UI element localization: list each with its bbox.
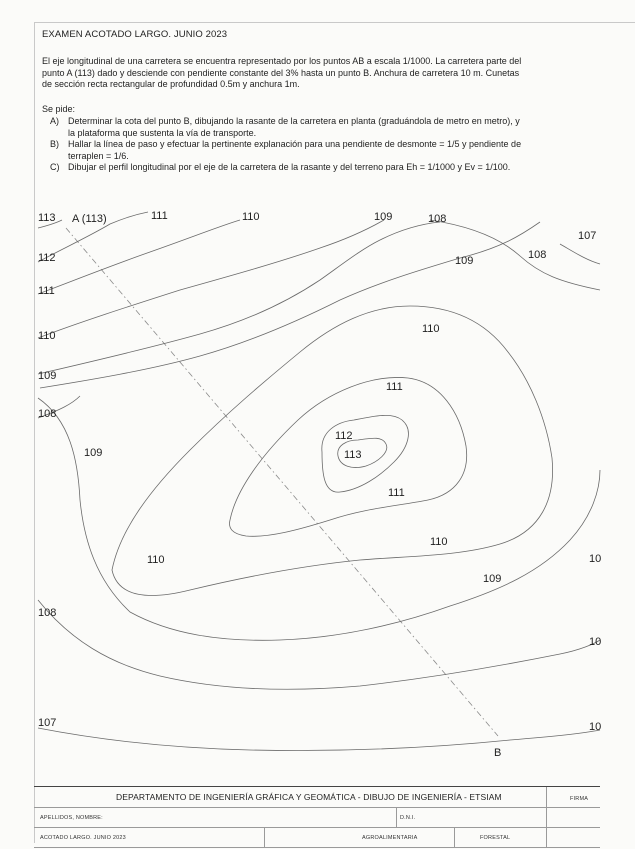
contour-label: 109 [455, 255, 474, 267]
divider [454, 827, 455, 847]
contour-label: 113 [38, 212, 56, 224]
road-axis-line [66, 228, 498, 736]
contour-label: 111 [151, 210, 168, 222]
contour-label: 109 [38, 370, 57, 382]
title-block-row [34, 827, 600, 848]
contour-109 [38, 398, 600, 640]
agro-option[interactable]: AGROALIMENTARIA [362, 835, 418, 841]
point-b-label: B [494, 747, 502, 759]
divider [396, 807, 397, 827]
statement-line: de sección recta rectangular de profundidad 0.5m y anchura 1m. [42, 79, 300, 89]
contour-label: 109 [483, 573, 502, 585]
task-key: B) [50, 139, 59, 149]
task-key: C) [50, 162, 60, 172]
contour-107-bottom [38, 728, 600, 751]
contour-label: 10 [589, 721, 602, 733]
contour-108-outer [38, 600, 600, 689]
point-a-label: A (113) [72, 213, 107, 225]
forestal-option[interactable]: FORESTAL [480, 835, 511, 841]
contour-map [0, 185, 600, 785]
contour-label: 113 [344, 449, 362, 461]
contour-label: 110 [38, 330, 56, 342]
title-block-row [34, 807, 600, 828]
statement-line: punto A (113) dado y desciende con pendiente constante del 3% hasta un punto B. Anchura de carretera 10 m. Cunetas [42, 67, 520, 78]
problem-statement [42, 56, 602, 91]
contour-label: 112 [38, 252, 56, 264]
contour-label: 109 [374, 211, 393, 223]
task-line: Dibujar el perfil longitudinal por el eje de la carretera de la rasante y del terreno para Eh = 1/1000 y Ev = 1/100. [68, 162, 511, 172]
contour-112 [322, 415, 409, 492]
contour-label: 110 [242, 211, 260, 223]
divider [264, 827, 265, 847]
divider [546, 787, 547, 807]
task-list [42, 116, 602, 174]
exam-title: EXAMEN ACOTADO LARGO. JUNIO 2023 [42, 29, 228, 40]
contour-label: 109 [84, 447, 103, 459]
contour-107-right [560, 244, 600, 264]
contour-label: 10 [589, 636, 602, 648]
task-key: A) [50, 116, 59, 126]
contour-110-edge [38, 220, 384, 338]
contour-109-upper [40, 222, 540, 388]
exam-name-label: ACOTADO LARGO. JUNIO 2023 [40, 835, 126, 841]
department-name: DEPARTAMENTO DE INGENIERÍA GRÁFICA Y GEOMÁTICA - DIBUJO DE INGENIERÍA - ETSIAM [116, 792, 502, 802]
contour-label: 110 [422, 323, 440, 335]
divider [546, 827, 547, 847]
contour-label: 108 [428, 213, 447, 225]
divider [546, 807, 547, 827]
signature-label: FIRMA [570, 796, 589, 802]
contour-label: 112 [335, 430, 353, 442]
contour-label: 110 [430, 536, 448, 548]
contour-label: 108 [38, 408, 57, 420]
task-b [42, 139, 602, 162]
task-line: Hallar la línea de paso y efectuar la pertinente explanación para una pendiente de desmonte = 1/5 y pendiente de [68, 139, 522, 149]
ask-label: Se pide: [42, 104, 76, 114]
contour-109-edge [38, 222, 440, 374]
id-label: D.N.I. [400, 815, 416, 821]
contour-110 [112, 306, 553, 595]
statement-line: El eje longitudinal de una carretera se encuentra representado por los puntos AB a escala 1/1000. La carretera parte del [42, 56, 522, 66]
task-a [42, 116, 602, 139]
contour-label: 111 [38, 285, 55, 297]
contour-label: 108 [38, 607, 57, 619]
contour-label: 108 [528, 249, 547, 261]
task-line: Determinar la cota del punto B, dibujando la rasante de la carretera en planta (graduándola de metro en metro), y [68, 116, 520, 126]
contour-label: 107 [38, 717, 57, 729]
task-c [42, 162, 602, 174]
title-block [34, 786, 600, 849]
task-line: terraplen = 1/6. [68, 150, 129, 161]
title-block-row [34, 787, 600, 808]
name-label: APELLIDOS, NOMBRE: [40, 815, 103, 821]
contour-label: 107 [578, 230, 597, 242]
contour-label: 111 [386, 381, 403, 393]
contour-label: 111 [388, 487, 405, 499]
contour-label: 10 [589, 553, 602, 565]
task-line: la plataforma que sustenta la vía de transporte. [68, 127, 257, 138]
contour-label: 110 [147, 554, 165, 566]
